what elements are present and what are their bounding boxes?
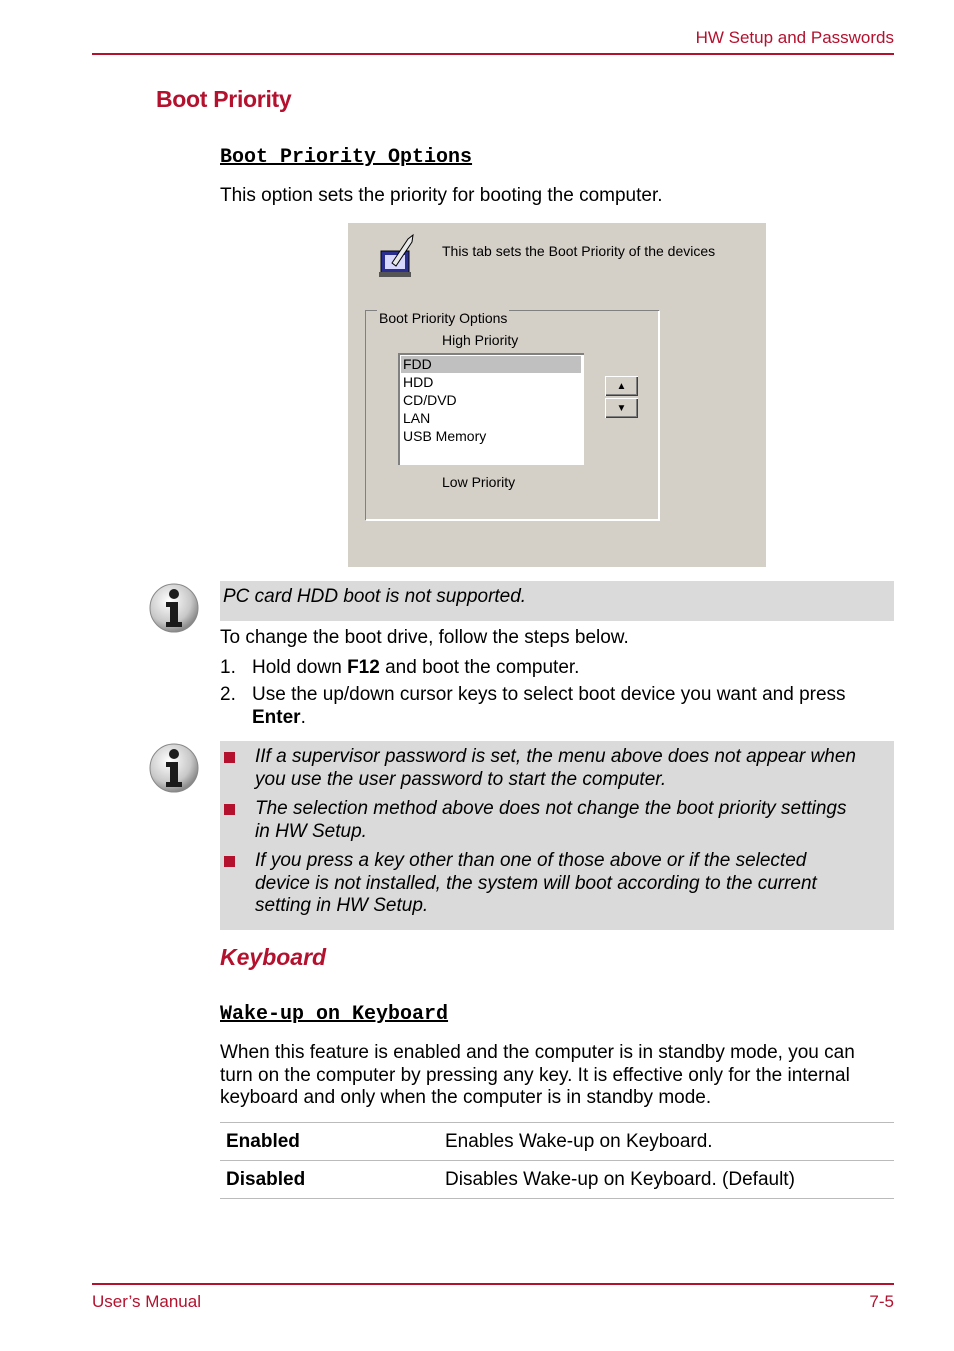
low-priority-label: Low Priority (442, 474, 516, 490)
list-item[interactable]: HDD (403, 374, 434, 390)
list-item[interactable]: FDD (403, 356, 432, 372)
note-item (255, 850, 817, 918)
note-line: you use the user password to start the computer. (255, 768, 667, 790)
info-icon (148, 582, 200, 634)
keyboard-description (220, 1042, 894, 1110)
step-text-post: and boot the computer. (379, 657, 580, 678)
step-text (252, 657, 579, 680)
screenshot-caption: This tab sets the Boot Priority of the devices (442, 243, 716, 259)
steps-intro: To change the boot drive, follow the steps below. (220, 627, 629, 648)
keyboard-option-title: Wake-up on Keyboard (220, 1003, 449, 1026)
boot-priority-screenshot (348, 223, 766, 567)
boot-tab-icon (378, 233, 418, 279)
setting-key: Enabled (220, 1123, 439, 1161)
note-text: PC card HDD boot is not supported. (223, 586, 527, 607)
description-line: keyboard and only when the computer is in standby mode. (220, 1087, 712, 1108)
running-header: HW Setup and Passwords (695, 28, 894, 47)
note-item (255, 798, 847, 843)
info-icon (148, 742, 200, 794)
table-row (220, 1123, 894, 1161)
note-line: device is not installed, the system will boot according to the current (255, 872, 817, 894)
step-text-pre: Use the up/down cursor keys to select boot device you want and press (252, 684, 846, 705)
list-item[interactable]: CD/DVD (403, 392, 457, 408)
setting-key: Disabled (220, 1161, 439, 1199)
step-number: 1. (220, 657, 236, 678)
note-line: in HW Setup. (255, 820, 367, 842)
note-line: The selection method above does not change the boot priority settings (255, 798, 847, 819)
notes-box (220, 741, 894, 930)
move-down-button[interactable]: ▼ (605, 398, 638, 418)
boot-device-list[interactable] (398, 353, 584, 465)
bullet-square (224, 856, 235, 867)
step-text-post: . (300, 706, 306, 728)
bullet-square (224, 752, 235, 763)
list-item[interactable]: LAN (403, 410, 431, 426)
bullet-square (224, 804, 235, 815)
setting-value: Disables Wake-up on Keyboard. (Default) (439, 1161, 894, 1199)
high-priority-label: High Priority (442, 332, 519, 348)
step-text (252, 684, 894, 729)
keyboard-title: Keyboard (220, 944, 327, 970)
page-number: 7-5 (869, 1292, 894, 1311)
description-line: turn on the computer by pressing any key. It is effective only for the internal (220, 1064, 850, 1086)
settings-table (220, 1122, 894, 1199)
list-item[interactable]: USB Memory (403, 428, 487, 444)
step-text-pre: Hold down (252, 657, 348, 678)
move-up-button[interactable]: ▲ (605, 376, 638, 396)
boot-description: This option sets the priority for booting the computer. (220, 185, 663, 206)
note-line: IIf a supervisor password is set, the menu above does not appear when (255, 746, 856, 767)
boot-option-title: Boot Priority Options (220, 146, 473, 169)
footer-manual: User’s Manual (92, 1292, 201, 1311)
key-f12: F12 (347, 657, 380, 678)
note-line: If you press a key other than one of those above or if the selected (255, 850, 807, 871)
description-line: When this feature is enabled and the computer is in standby mode, you can (220, 1042, 855, 1063)
key-enter: Enter (252, 706, 301, 728)
note-line: setting in HW Setup. (255, 895, 429, 916)
section-title: Boot Priority (156, 86, 292, 112)
note-box (220, 581, 894, 621)
step-number: 2. (220, 684, 236, 705)
group-label: Boot Priority Options (379, 310, 508, 326)
setting-value: Enables Wake-up on Keyboard. (439, 1123, 894, 1161)
note-item (255, 746, 856, 791)
table-row (220, 1161, 894, 1199)
footer-rule (92, 1283, 894, 1285)
header-rule (92, 53, 894, 55)
